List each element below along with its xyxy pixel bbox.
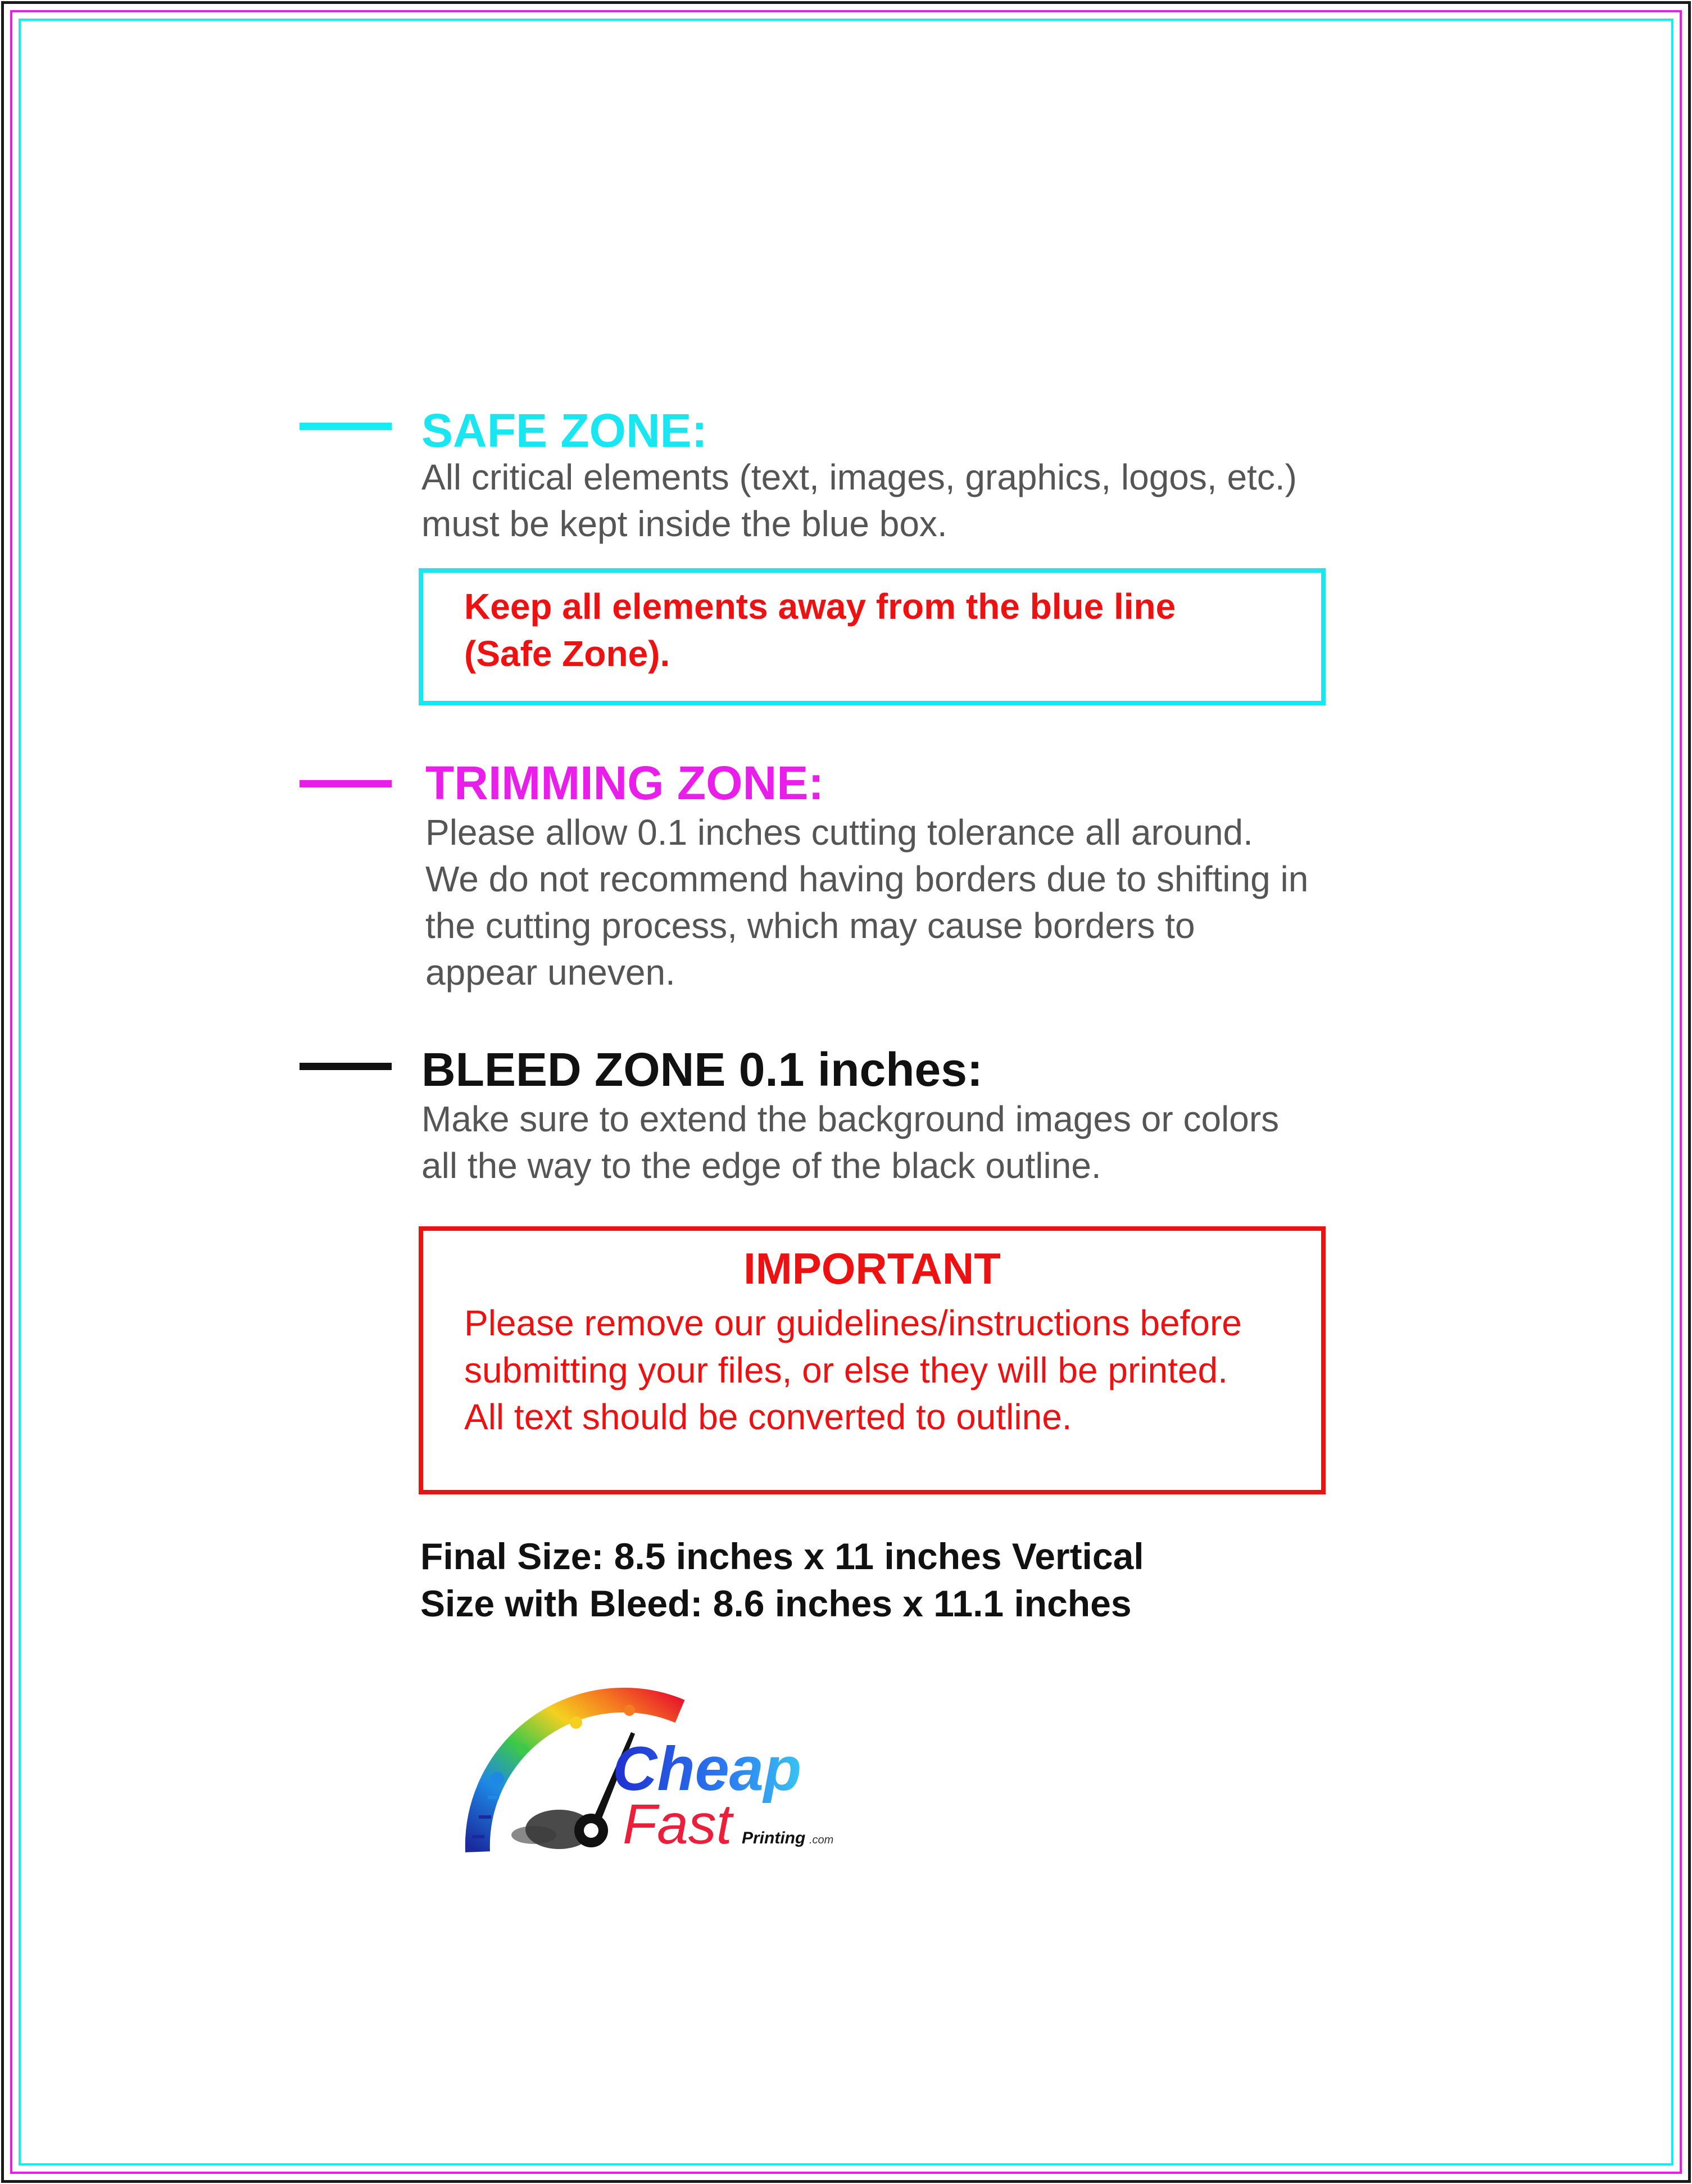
important-text-line-2: submitting your files, or else they will be printed. <box>464 1350 1228 1390</box>
trimming-zone-heading: TRIMMING ZONE: <box>425 756 824 809</box>
bleed-size-text: Size with Bleed: 8.6 inches x 11.1 inches <box>420 1583 1132 1624</box>
bleed-zone-text-line-1: Make sure to extend the background images or colors <box>421 1099 1280 1139</box>
trimming-zone-legend-line <box>300 780 392 787</box>
safe-zone-box-text-line-1: Keep all elements away from the blue line <box>464 586 1176 627</box>
bleed-zone-heading: BLEED ZONE 0.1 inches: <box>421 1043 983 1096</box>
bleed-zone-text-line-2: all the way to the edge of the black outline. <box>421 1145 1101 1186</box>
safe-zone-legend-line <box>300 423 392 430</box>
trimming-zone-text-line-3: the cutting process, which may cause borders to <box>425 905 1195 946</box>
final-size-text: Final Size: 8.5 inches x 11 inches Vertical <box>420 1535 1144 1577</box>
important-text-line-1: Please remove our guidelines/instructions before <box>464 1303 1242 1343</box>
logo-word-printing: Printing <box>742 1829 806 1847</box>
bleed-zone-legend-line <box>300 1063 392 1070</box>
safe-zone-heading: SAFE ZONE: <box>421 404 707 457</box>
cheapfastprinting-logo <box>444 1683 849 1869</box>
trimming-zone-text-line-1: Please allow 0.1 inches cutting tolerance all around. <box>425 812 1253 853</box>
trimming-zone-text-line-4: appear uneven. <box>425 952 675 993</box>
trimming-zone-text-line-2: We do not recommend having borders due to shifting in <box>425 859 1309 899</box>
logo-word-cheap: Cheap <box>613 1734 802 1804</box>
logo-suffix-com: .com <box>809 1834 834 1846</box>
important-box <box>419 1226 1326 1494</box>
safe-zone-box <box>419 568 1326 705</box>
important-text-line-3: All text should be converted to outline. <box>464 1397 1072 1437</box>
safe-zone-text-line-2: must be kept inside the blue box. <box>421 504 947 544</box>
logo-word-fast: Fast <box>623 1793 732 1856</box>
important-title: IMPORTANT <box>743 1244 1001 1293</box>
safe-zone-text-line-1: All critical elements (text, images, graphics, logos, etc.) <box>421 457 1297 497</box>
safe-zone-box-text-line-2: (Safe Zone). <box>464 633 670 674</box>
